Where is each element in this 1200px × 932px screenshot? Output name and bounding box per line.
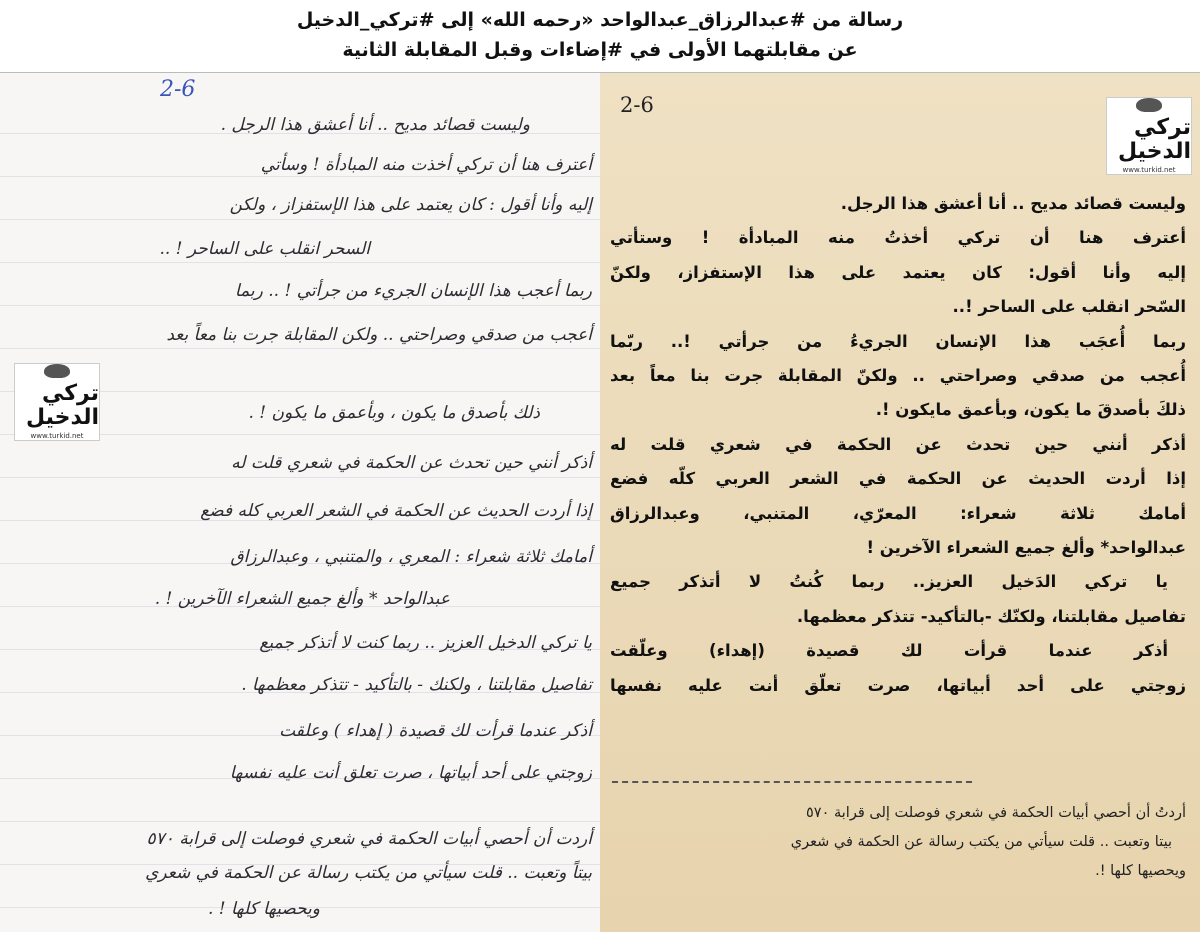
text-line: أذكر عندما قرأت لك قصيدة (إهداء) وعلّقت	[610, 641, 1168, 661]
text-line: إليه وأنا أقول: كان يعتمد على هذا الإستفزاز، ولكنّ	[610, 262, 1186, 282]
text-line: أمامك ثلاثة شعراء: المعرّي، المتنبي، وعبدالرزاق	[610, 503, 1186, 523]
footnote-line: أردتُ أن أحصي أبيات الحكمة في شعري فوصلت إلى قرابة ٥٧٠	[806, 805, 1186, 821]
text-line: السّحر انقلب على الساحر !..	[952, 297, 1186, 317]
paragraph-3	[610, 325, 1186, 428]
paragraph-2	[610, 221, 1186, 324]
handwritten-line: أذكر عندما قرأت لك قصيدة ( إهداء ) وعلقت	[279, 721, 592, 741]
typed-letter-body	[610, 187, 1186, 703]
text-line: أعترف هنا أن تركي أخذتُ منه المبادأة ! وستأتي	[610, 228, 1186, 248]
logo-mark: تركي الدخيل	[26, 381, 99, 430]
handwritten-line: يا تركي الدخيل العزيز .. ربما كنت لا أتذكر جميع	[259, 633, 592, 653]
handwritten-line: إليه وأنا أقول : كان يعتمد على هذا الإستفزاز ، ولكن	[229, 195, 592, 215]
footnote-block	[612, 799, 1186, 886]
page-header	[0, 0, 1200, 73]
handwritten-letter-image	[0, 73, 600, 932]
handwritten-text-block	[0, 73, 600, 932]
text-line: زوجتي على أحد أبياتها، صرت تعلّق أنت عليه نفسها	[610, 675, 1186, 695]
header-title-line-2: عن مقابلتهما الأولى في #إضاءات وقبل المقابلة الثانية	[342, 39, 858, 61]
portrait-icon	[44, 364, 70, 378]
handwritten-line: ويحصيها كلها ! .	[208, 899, 320, 919]
header-title-line-1: رسالة من #عبدالرزاق_عبدالواحد «رحمه الله» إلى #تركي_الدخيل	[296, 9, 904, 31]
text-line: ربما أُعجَب هذا الإنسان الجريءُ من جرأتي !.. ربّما	[610, 331, 1186, 351]
handwritten-line: السحر انقلب على الساحر ! ..	[159, 239, 370, 259]
text-line: وليست قصائد مديح .. أنا أعشق هذا الرجل.	[840, 194, 1186, 213]
text-line: أذكر أنني حين تحدث عن الحكمة في شعري قلت له	[610, 434, 1186, 454]
logo-mark: تركي الدخيل	[1118, 115, 1191, 164]
footnote-line: بيتا وتعبت .. قلت سيأتي من يكتب رسالة عن الحكمة في شعري	[790, 834, 1172, 850]
logo-site: www.turkid.net	[1122, 166, 1176, 174]
handwritten-line: وليست قصائد مديح .. أنا أعشق هذا الرجل .	[220, 115, 530, 135]
paragraph-4	[610, 428, 1186, 566]
handwritten-line: بيتاً وتعبت .. قلت سيأتي من يكتب رسالة عن الحكمة في شعري	[145, 863, 592, 883]
text-line: إذا أردت الحديث عن الحكمة في الشعر العربي كلّه فضع	[610, 469, 1186, 489]
text-line: ذلكَ بأصدقَ ما يكون، وبأعمق مايكون !.	[875, 400, 1186, 420]
handwritten-line: أعجب من صدقي وصراحتي .. ولكن المقابلة جرت بنا معاً بعد	[166, 325, 592, 345]
handwritten-line: أردت أن أحصي أبيات الحكمة في شعري فوصلت إلى قرابة ٥٧٠	[146, 829, 592, 849]
portrait-icon	[1136, 98, 1162, 112]
footnote-line: ويحصيها كلها !.	[1095, 863, 1186, 879]
text-line: أُعجب من صدقي وصراحتي .. ولكنّ المقابلة جرت بنا معاً بعد	[610, 366, 1186, 386]
text-line: تفاصيل مقابلتنا، ولكنّك -بالتأكيد- تتذكر معظمها.	[796, 606, 1186, 626]
paragraph-6	[610, 634, 1186, 703]
handwritten-line: ذلك بأصدق ما يكون ، وبأعمق ما يكون ! .	[248, 403, 540, 423]
typed-transcription-panel	[600, 73, 1200, 932]
handwritten-page-number: 2-6	[160, 77, 196, 102]
text-line: يا تركي الدَخيل العزيز.. ربما كُنتُ لا أتذكر جميع	[610, 572, 1168, 592]
handwritten-line: إذا أردت الحديث عن الحكمة في الشعر العربي كله فضع	[200, 501, 592, 521]
handwritten-line: عبدالواحد * وألغ جميع الشعراء الآخرين ! .	[154, 589, 450, 609]
text-line: عبدالواحد* وألغ جميع الشعراء الآخرين !	[866, 538, 1186, 558]
paragraph-5	[610, 565, 1186, 634]
handwritten-line: أمامك ثلاثة شعراء : المعري ، والمتنبي ، وعبدالرزاق	[230, 547, 592, 567]
brand-logo-left	[14, 363, 100, 441]
handwritten-line: زوجتي على أحد أبياتها ، صرت تعلق أنت عليه نفسها	[229, 763, 592, 783]
dashed-divider	[612, 781, 972, 783]
handwritten-line: أعترف هنا أن تركي أخذت منه المبادأة ! وسأتي	[260, 155, 592, 175]
handwritten-line: تفاصيل مقابلتنا ، ولكنك - بالتأكيد - تتذكر معظمها .	[241, 675, 592, 695]
logo-site: www.turkid.net	[30, 432, 84, 440]
typed-page-number: 2-6	[620, 93, 654, 117]
brand-logo-right	[1106, 97, 1192, 175]
handwritten-line: ربما أعجب هذا الإنسان الجريء من جرأتي ! .. ربما	[234, 281, 592, 301]
paragraph-1	[610, 187, 1186, 221]
handwritten-line: أذكر أنني حين تحدث عن الحكمة في شعري قلت له	[231, 453, 592, 473]
